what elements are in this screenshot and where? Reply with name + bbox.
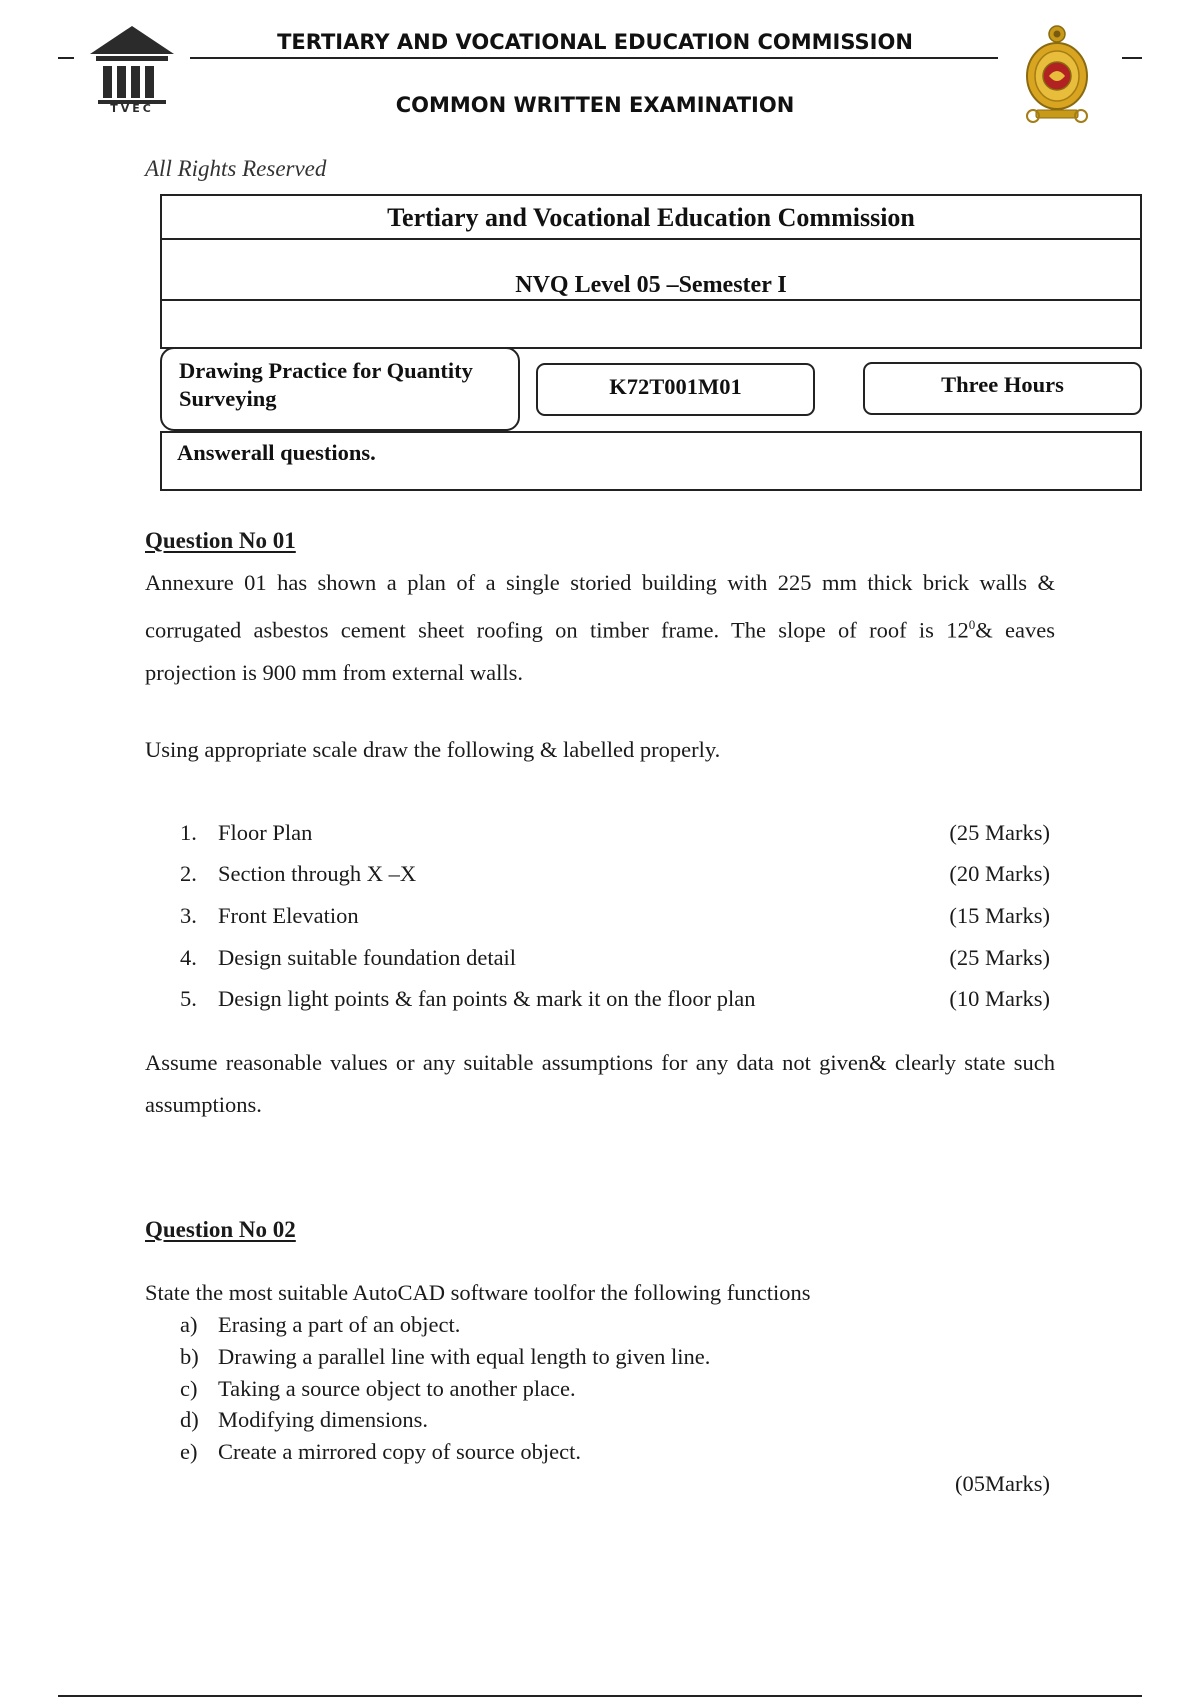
item-marks: (10 Marks): [949, 986, 1050, 1011]
item-text: Erasing a part of an object.: [218, 1312, 461, 1337]
item-text: Taking a source object to another place.: [218, 1376, 576, 1401]
q1-desc-part1: Annexure 01 has shown a plan of a single storied building with 225 mm thick brick walls & corrugated asbestos cement sheet roofing on timber frame. The slope of roof is 12: [145, 570, 1055, 643]
footer-rule: [58, 1695, 1142, 1697]
question-2-marks: (05Marks): [955, 1471, 1050, 1496]
item-number: 4.: [180, 945, 197, 970]
item-letter: e): [180, 1439, 198, 1464]
item-text: Modifying dimensions.: [218, 1407, 429, 1432]
item-text: Front Elevation: [218, 903, 359, 928]
item-text: Design suitable foundation detail: [218, 945, 517, 970]
item-text: Design light points & fan points & mark it on the floor plan: [218, 986, 756, 1011]
q1-desc-part2: & eaves projection is 900 mm from external walls.: [145, 617, 1055, 685]
module-code: K72T001M01: [609, 374, 742, 399]
question-1-heading: Question No 01: [145, 528, 296, 553]
item-marks: (25 Marks): [949, 820, 1050, 845]
item-letter: a): [180, 1312, 198, 1337]
item-letter: b): [180, 1344, 199, 1369]
rights-reserved: All Rights Reserved: [145, 156, 327, 181]
degree-superscript: 0: [968, 617, 976, 632]
duration: Three Hours: [941, 372, 1064, 397]
item-marks: (15 Marks): [949, 903, 1050, 928]
item-number: 2.: [180, 861, 197, 886]
instruction-text: Answerall questions.: [177, 440, 376, 465]
item-letter: c): [180, 1376, 198, 1401]
subject-line1: Drawing Practice for Quantity: [179, 358, 473, 383]
level-text: NVQ Level 05 –Semester I: [515, 272, 787, 298]
header-rule-right: [1122, 57, 1142, 59]
question-1-assumptions: Assume reasonable values or any suitable assumptions for any data not given& clearly state such assumptions.: [145, 1050, 1055, 1117]
national-emblem-icon: [1022, 24, 1092, 126]
item-marks: (25 Marks): [949, 945, 1050, 970]
header-subtitle: COMMON WRITTEN EXAMINATION: [395, 93, 795, 117]
subject-line2: Surveying: [179, 386, 277, 411]
item-letter: d): [180, 1407, 199, 1432]
item-number: 1.: [180, 820, 197, 845]
item-number: 3.: [180, 903, 197, 928]
question-1-description: [145, 562, 1055, 694]
question-1-instruction: Using appropriate scale draw the following & labelled properly.: [145, 737, 721, 762]
item-text: Drawing a parallel line with equal length to given line.: [218, 1344, 711, 1369]
header-title: TERTIARY AND VOCATIONAL EDUCATION COMMISSION: [277, 30, 913, 54]
question-2-heading: Question No 02: [145, 1217, 296, 1242]
blank-row: [160, 299, 1142, 349]
institution-name: Tertiary and Vocational Education Commission: [387, 203, 915, 232]
question-2-intro: State the most suitable AutoCAD software toolfor the following functions: [145, 1280, 811, 1305]
header-rule-left: [58, 57, 74, 59]
item-number: 5.: [180, 986, 197, 1011]
item-text: Section through X –X: [218, 861, 417, 886]
header-rule-main: [190, 57, 998, 59]
item-marks: (20 Marks): [949, 861, 1050, 886]
item-text: Floor Plan: [218, 820, 313, 845]
item-text: Create a mirrored copy of source object.: [218, 1439, 581, 1464]
tvec-logo-text: TVEC: [110, 102, 154, 115]
